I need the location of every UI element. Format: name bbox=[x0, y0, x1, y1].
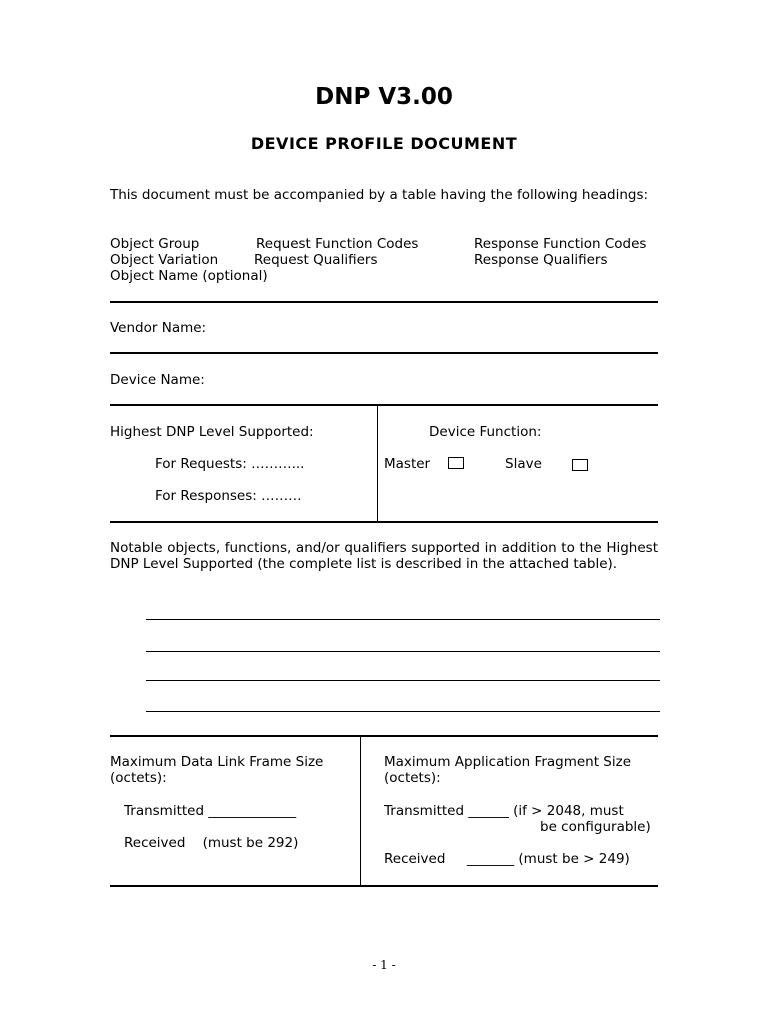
data-link-label-line1: Maximum Data Link Frame Size bbox=[110, 754, 324, 770]
data-link-label-line2: (octets): bbox=[110, 770, 167, 786]
heading-request-qualifiers: Request Qualifiers bbox=[254, 252, 378, 268]
column-divider bbox=[360, 736, 361, 886]
divider-line bbox=[110, 404, 658, 406]
heading-object-group: Object Group bbox=[110, 236, 200, 252]
intro-paragraph: This document must be accompanied by a table having the following headings: bbox=[110, 187, 649, 203]
fill-in-line[interactable] bbox=[146, 651, 660, 652]
for-responses-label: For Responses: ……… bbox=[155, 488, 302, 504]
master-label: Master bbox=[384, 456, 431, 472]
device-function-label: Device Function: bbox=[429, 424, 542, 440]
heading-response-function-codes: Response Function Codes bbox=[474, 236, 647, 252]
for-requests-label: For Requests: ………... bbox=[155, 456, 305, 472]
dnp-level-label: Highest DNP Level Supported: bbox=[110, 424, 314, 440]
fill-in-line[interactable] bbox=[146, 680, 660, 681]
master-checkbox[interactable] bbox=[448, 457, 464, 469]
app-fragment-transmitted: Transmitted ______ (if > 2048, must bbox=[384, 803, 624, 819]
vendor-name-label: Vendor Name: bbox=[110, 320, 207, 336]
device-name-label: Device Name: bbox=[110, 372, 205, 388]
slave-checkbox[interactable] bbox=[572, 459, 588, 471]
page-number: - 1 - bbox=[372, 958, 396, 972]
document-subtitle: DEVICE PROFILE DOCUMENT bbox=[250, 134, 518, 153]
heading-object-variation: Object Variation bbox=[110, 252, 219, 268]
fill-in-line[interactable] bbox=[146, 711, 660, 712]
app-fragment-transmitted-cont: be configurable) bbox=[540, 819, 651, 835]
fill-in-line[interactable] bbox=[146, 619, 660, 620]
divider-line bbox=[110, 301, 658, 303]
data-link-received: Received (must be 292) bbox=[124, 835, 299, 851]
notable-paragraph: Notable objects, functions, and/or qualifiers supported in addition to the Highest DNP Level Supported (the complete list is described in the attached table). bbox=[110, 540, 658, 572]
app-fragment-received: Received _______ (must be > 249) bbox=[384, 851, 630, 867]
app-fragment-label-line2: (octets): bbox=[384, 770, 441, 786]
app-fragment-label-line1: Maximum Application Fragment Size bbox=[384, 754, 632, 770]
heading-request-function-codes: Request Function Codes bbox=[256, 236, 419, 252]
divider-line bbox=[110, 521, 658, 523]
slave-label: Slave bbox=[505, 456, 542, 472]
divider-line bbox=[110, 885, 658, 887]
document-title: DNP V3.00 bbox=[315, 84, 453, 110]
divider-line bbox=[110, 735, 658, 737]
column-divider bbox=[377, 405, 378, 521]
heading-object-name: Object Name (optional) bbox=[110, 268, 268, 284]
heading-response-qualifiers: Response Qualifiers bbox=[474, 252, 608, 268]
data-link-transmitted: Transmitted _____________ bbox=[124, 803, 297, 819]
divider-line bbox=[110, 352, 658, 354]
